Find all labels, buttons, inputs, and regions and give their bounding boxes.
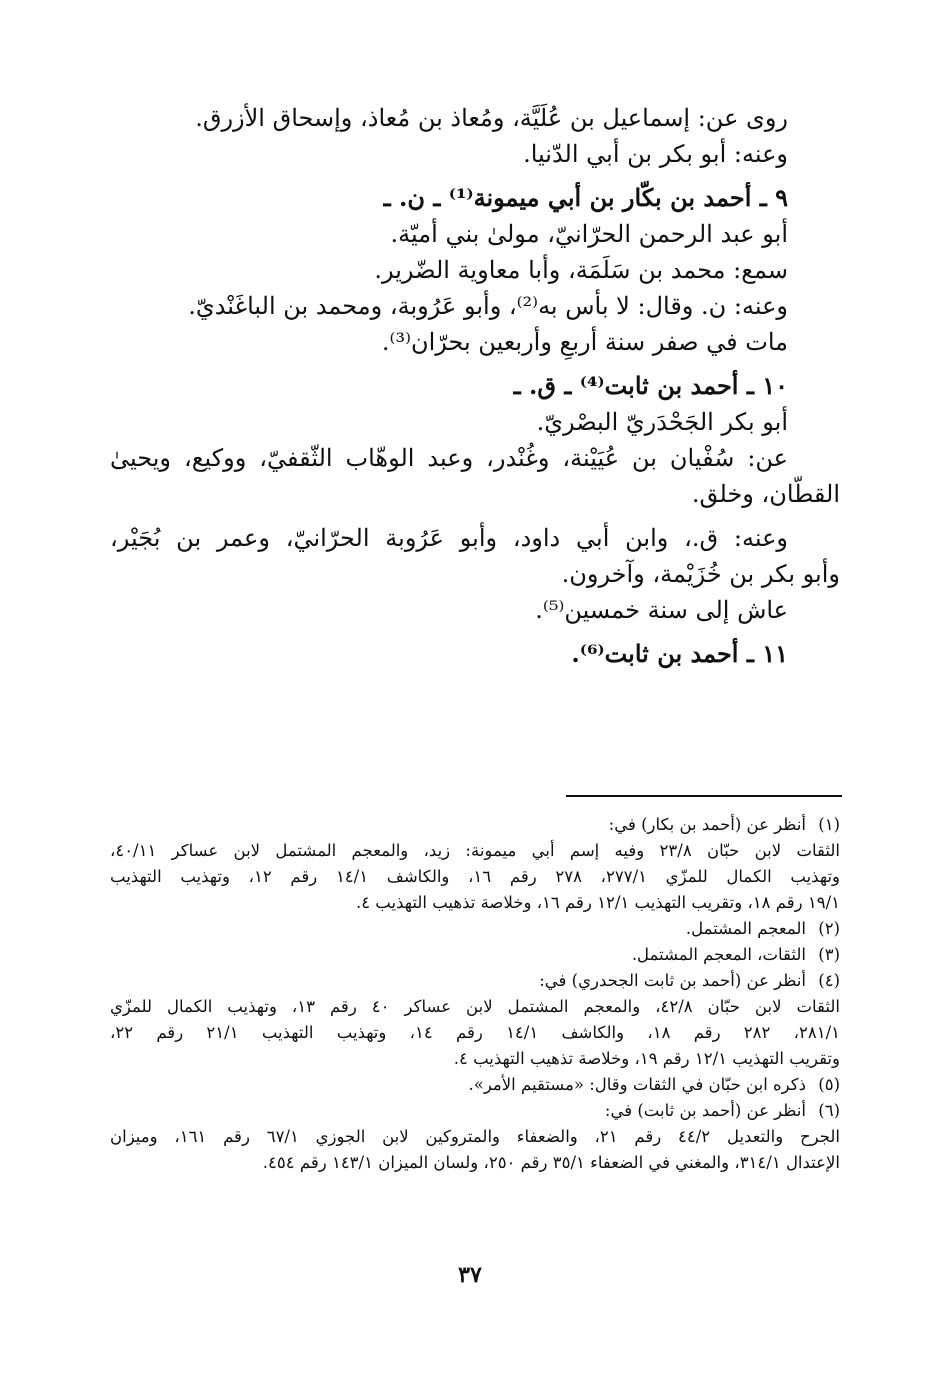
footnote-3	[110, 942, 840, 968]
main-text	[110, 100, 840, 672]
footnote-6	[110, 1098, 840, 1124]
footnote-text: وتهذيب الكمال للمزّي ٢٧٧/١، ٢٧٨ رقم ١٦، والكاشف ١٤/١ رقم ١٢، وتهذيب التهذيب	[110, 867, 840, 886]
footnote-heading: ذكره ابن حبّان في الثقات وقال: «مستقيم الأمر».	[468, 1075, 806, 1094]
footnote-heading: الثقات، المعجم المشتمل.	[631, 945, 806, 964]
text-line: مات في صفر سنة أربعٍ وأربعين بحرّان⁽³⁾.	[381, 328, 788, 356]
footnote-number: (٢)	[818, 919, 840, 938]
text-line: روى عن: إسماعيل بن عُلَيَّة، ومُعاذ بن مُعاذ، وإسحاق الأزرق.	[195, 104, 788, 132]
text-line: وعنه: ن. وقال: لا بأس به⁽²⁾، وأبو عَرُوبة، ومحمد بن الباغَنْديّ.	[188, 292, 788, 320]
footnote-1	[110, 812, 840, 838]
footnote-number: (٤)	[818, 971, 840, 990]
footnote-number: (١)	[818, 815, 840, 834]
footnote-4	[110, 968, 840, 994]
footnote-text: وتقريب التهذيب ١٢/١ رقم ١٩، وخلاصة تذهيب التهذيب ٤.	[453, 1049, 840, 1068]
text-line: عاش إلى سنة خمسين⁽⁵⁾.	[535, 596, 788, 624]
text-line: القطّان، وخلق.	[691, 480, 840, 508]
footnote-separator	[566, 795, 842, 797]
footnote-text: الثقات لابن حبّان ٢٣/٨ وفيه إسم أبي ميمونة: زيد، والمعجم المشتمل لابن عساكر ٤٠/١١،	[110, 841, 840, 860]
footnote-heading: أنظر عن (أحمد بن بكار) في:	[608, 815, 806, 834]
footnote-text: ٢٨١/١، ٢٨٢ رقم ١٨، والكاشف ١٤/١ رقم ١٤، وتهذيب التهذيب ٢١/١ رقم ٢٢،	[110, 1023, 840, 1042]
footnote-heading: المعجم المشتمل.	[685, 919, 806, 938]
footnote-5	[110, 1072, 840, 1098]
page-number: ٣٧	[458, 1262, 482, 1288]
text-line: وأبو بكر بن خُزَيْمة، وآخرون.	[561, 560, 840, 588]
text-line: عن: سُفْيان بن عُيَيْنة، وغُنْدر، وعبد الوهّاب الثّقفيّ، ووكيع، ويحيىٰ	[110, 444, 788, 472]
footnote-number: (٦)	[818, 1101, 840, 1120]
entry-heading-9: ٩ ـ أحمد بن بكّار بن أبي ميمونة⁽¹⁾ ـ ن. ـ	[383, 183, 788, 212]
text-line: وعنه: أبو بكر بن أبي الدّنيا.	[523, 140, 788, 168]
footnote-number: (٥)	[818, 1075, 840, 1094]
text-line: أبو عبد الرحمن الحرّانيّ، مولىٰ بني أميّة.	[390, 220, 788, 248]
entry-heading-10: ١٠ ـ أحمد بن ثابت⁽⁴⁾ ـ ق. ـ	[513, 371, 788, 400]
footnote-text: ١٩/١ رقم ١٨، وتقريب التهذيب ١٢/١ رقم ١٦، وخلاصة تذهيب التهذيب ٤.	[355, 893, 840, 912]
footnote-text: الإعتدال ٣١٤/١، والمغني في الضعفاء ٣٥/١ رقم ٢٥٠، ولسان الميزان ١٤٣/١ رقم ٤٥٤.	[262, 1153, 840, 1172]
text-line: أبو بكر الجَحْدَريّ البصْريّ.	[536, 408, 788, 436]
footnote-heading: أنظر عن (أحمد بن ثابت الجحدري) في:	[539, 971, 806, 990]
footnote-heading: أنظر عن (أحمد بن ثابت) في:	[604, 1101, 806, 1120]
footnote-text: الثقات لابن حبّان ٤٢/٨، والمعجم المشتمل لابن عساكر ٤٠ رقم ١٣، وتهذيب الكمال للمزّي	[110, 997, 840, 1016]
entry-heading-11: ١١ ـ أحمد بن ثابت⁽⁶⁾.	[571, 639, 788, 668]
footnote-text: الجرح والتعديل ٤٤/٢ رقم ٢١، والضعفاء والمتروكين لابن الجوزي ٦٧/١ رقم ١٦١، وميزان	[110, 1127, 840, 1146]
footnotes	[110, 812, 840, 1176]
footnote-number: (٣)	[818, 945, 840, 964]
text-line: وعنه: ق.، وابن أبي داود، وأبو عَرُوبة الحرّانيّ، وعمر بن بُجَيْر،	[110, 524, 788, 552]
text-line: سمع: محمد بن سَلَمَة، وأبا معاوية الضّرير.	[374, 256, 788, 284]
footnote-2	[110, 916, 840, 942]
